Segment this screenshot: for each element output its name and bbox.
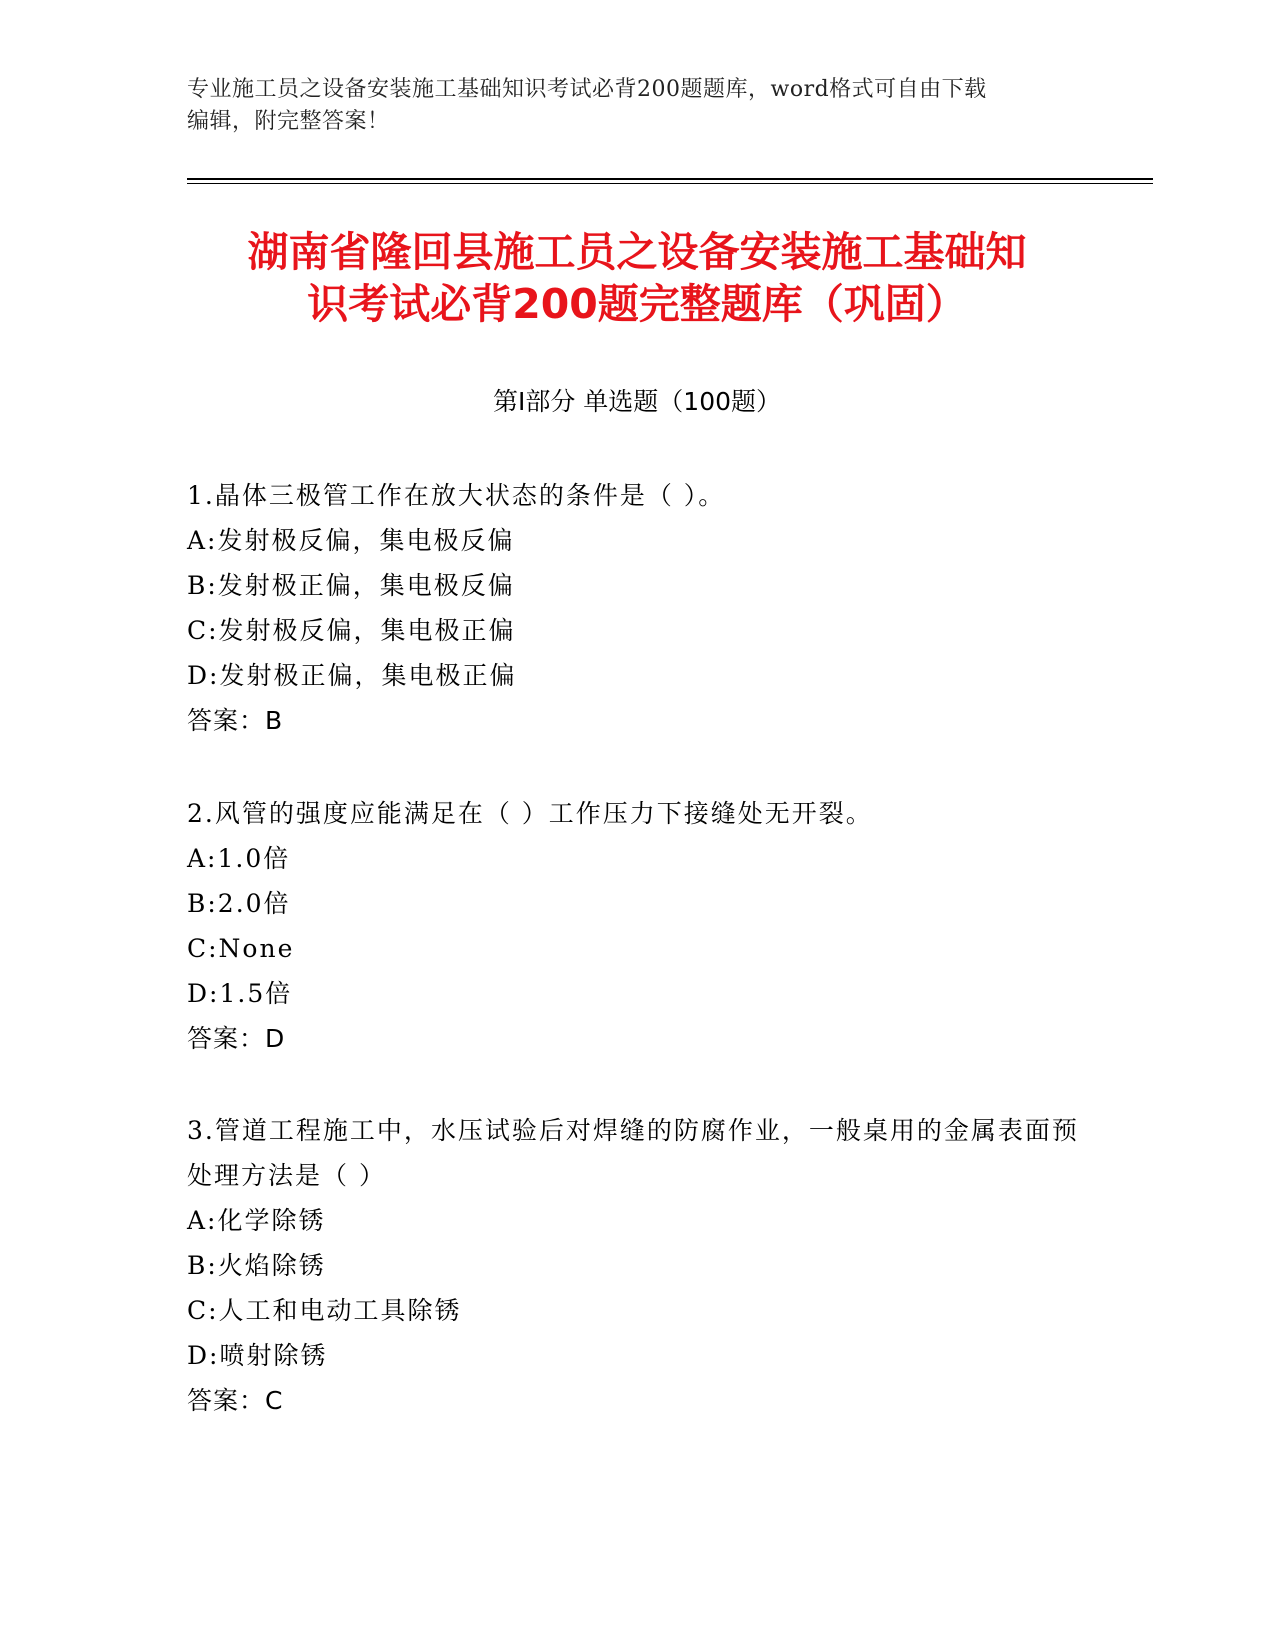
question-answer: 答案：C <box>187 1386 284 1415</box>
document-title-line-2: 识考试必背200题完整题库（巩固） <box>307 280 967 328</box>
option-a: A:发射极反偏，集电极反偏 <box>187 526 515 555</box>
option-b: B:火焰除锈 <box>187 1251 326 1280</box>
question-stem: 3.管道工程施工中，水压试验后对焊缝的防腐作业，一般桌用的金属表面预处理方法是（ ） <box>187 1116 1079 1190</box>
document-title-line-1: 湖南省隆回县施工员之设备安装施工基础知 <box>247 228 1027 276</box>
option-d: D:喷射除锈 <box>187 1341 328 1370</box>
question-3 <box>187 1108 1087 1423</box>
header-note <box>187 74 1087 138</box>
header-divider-thick <box>187 178 1153 180</box>
question-1 <box>187 473 1087 743</box>
header-divider-thin <box>187 183 1153 184</box>
document-title <box>187 226 1087 330</box>
option-c: C:人工和电动工具除锈 <box>187 1296 462 1325</box>
option-c: C:发射极反偏，集电极正偏 <box>187 616 516 645</box>
option-a: A:1.0倍 <box>187 844 291 873</box>
section-title: 第Ⅰ部分 单选题（100题） <box>492 387 782 416</box>
option-d: D:1.5倍 <box>187 979 293 1008</box>
header-note-line-2: 编辑，附完整答案！ <box>187 109 390 134</box>
question-answer: 答案：D <box>187 1024 286 1053</box>
option-b: B:发射极正偏，集电极反偏 <box>187 571 515 600</box>
question-stem: 1.晶体三极管工作在放大状态的条件是（ ）。 <box>187 481 726 510</box>
question-stem: 2.风管的强度应能满足在（ ）工作压力下接缝处无开裂。 <box>187 799 873 828</box>
option-c: C:None <box>187 934 295 963</box>
option-b: B:2.0倍 <box>187 889 291 918</box>
option-a: A:化学除锈 <box>187 1206 326 1235</box>
question-answer: 答案：B <box>187 706 284 735</box>
header-note-line-1: 专业施工员之设备安装施工基础知识考试必背200题题库，word格式可自由下载 <box>187 77 987 102</box>
question-2 <box>187 791 1087 1061</box>
option-d: D:发射极正偏，集电极正偏 <box>187 661 517 690</box>
